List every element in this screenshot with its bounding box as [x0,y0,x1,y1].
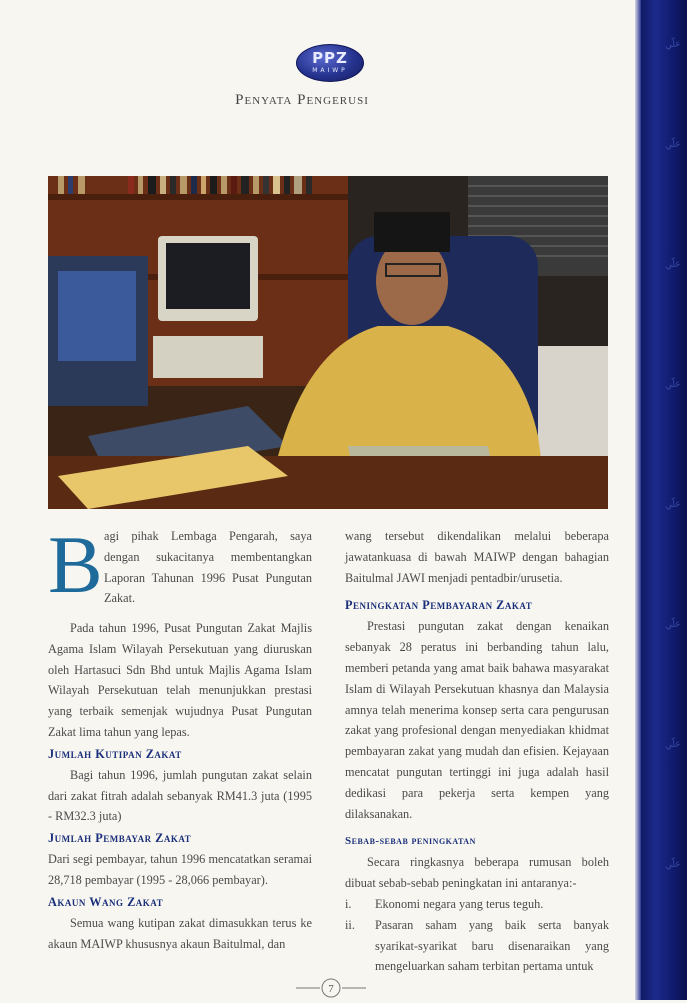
page-number-text: 7 [328,983,334,995]
page-title: Penyata Pengerusi [235,92,369,108]
list-item [345,894,609,915]
page-number [296,978,366,998]
right-paragraph-3: Secara ringkasnya beberapa rumusan boleh dibuat sebab-sebab peningkatan ini antaranya:- [345,855,609,891]
logo-main-text: PPZ [312,49,348,67]
heading-sebab-sebab: Sebab-sebab peningkatan [345,835,476,848]
heading-jumlah-kutipan: Jumlah Kutipan Zakat [48,746,182,761]
list-text: Ekonomi negara yang terus teguh. [375,896,544,911]
list-number: ii. [345,917,355,932]
right-column [345,526,609,977]
left-paragraph-2: Bagi tahun 1996, jumlah pungutan zakat selain dari zakat fitrah adalah sebanyak RM41.3 juta (1995 - RM32.3 juta) [48,767,312,824]
intro-block [48,519,312,618]
left-paragraph-1: Pada tahun 1996, Pusat Pungutan Zakat Majlis Agama Islam Wilayah Persekutuan yang diuruskan oleh Hartasuci Sdn Bhd untuk Majlis Agama Islam Wilayah Persekutuan telah menunjukkan prestasi yang terbaik semenjak wujudnya Pusat Pungutan Zakat lima tahun yang lepas. [48,621,312,739]
heading-jumlah-pembayar: Jumlah Pembayar Zakat [48,831,192,846]
list-item [345,915,609,977]
list-text: Pasaran saham yang baik serta banyak syarikat-syarikat baru disenaraikan yang mengeluarkan saham terbitan pertama untuk [375,917,609,974]
ppz-logo [296,44,364,82]
right-paragraph-1: wang tersebut dikendalikan melalui beberapa jawatankuasa di bawah MAIWP dengan bahagian Baitulmal JAWI menjadi pentadbir/urusetia. [345,529,609,585]
intro-paragraph: agi pihak Lembaga Pengarah, saya dengan sukacitanya membentangkan Laporan Tahunan 1996 Pusat Pungutan Zakat. [104,529,312,606]
drop-cap: B [48,519,103,610]
decorative-side-strip: علّي علّي علّي علّي علّي علّي علّي علّي [635,0,687,1000]
right-paragraph-2: Prestasi pungutan zakat dengan kenaikan sebanyak 28 peratus ini berbanding tahun lalu, memberi petanda yang amat baik bahawa masyarakat Islam di Wilayah Persekutuan khasnya dan Malaysia amnya telah menerima konsep serta cara pengurusan zakat yang profesional dengan menyediakan khidmat pembayaran zakat yang mudah dan efisien. Kejayaan mencatat pungutan tertinggi ini juga adalah hasil dedikasi para pekerja serta kempen yang dilaksanakan. [345,619,609,821]
chairman-photo [48,176,608,509]
left-paragraph-3: Dari segi pembayar, tahun 1996 mencatatkan seramai 28,718 pembayar (1995 - 28,066 pembayar). [48,852,312,887]
heading-akaun-wang: Akaun Wang Zakat [48,894,164,909]
logo-sub-text: MAIWP [312,67,348,74]
list-number: i. [345,896,352,911]
left-paragraph-4: Semua wang kutipan zakat dimasukkan terus ke akaun MAIWP khususnya akaun Baitulmal, dan [48,915,312,951]
heading-peningkatan: Peningkatan Pembayaran Zakat [345,598,533,613]
left-column [48,519,312,954]
